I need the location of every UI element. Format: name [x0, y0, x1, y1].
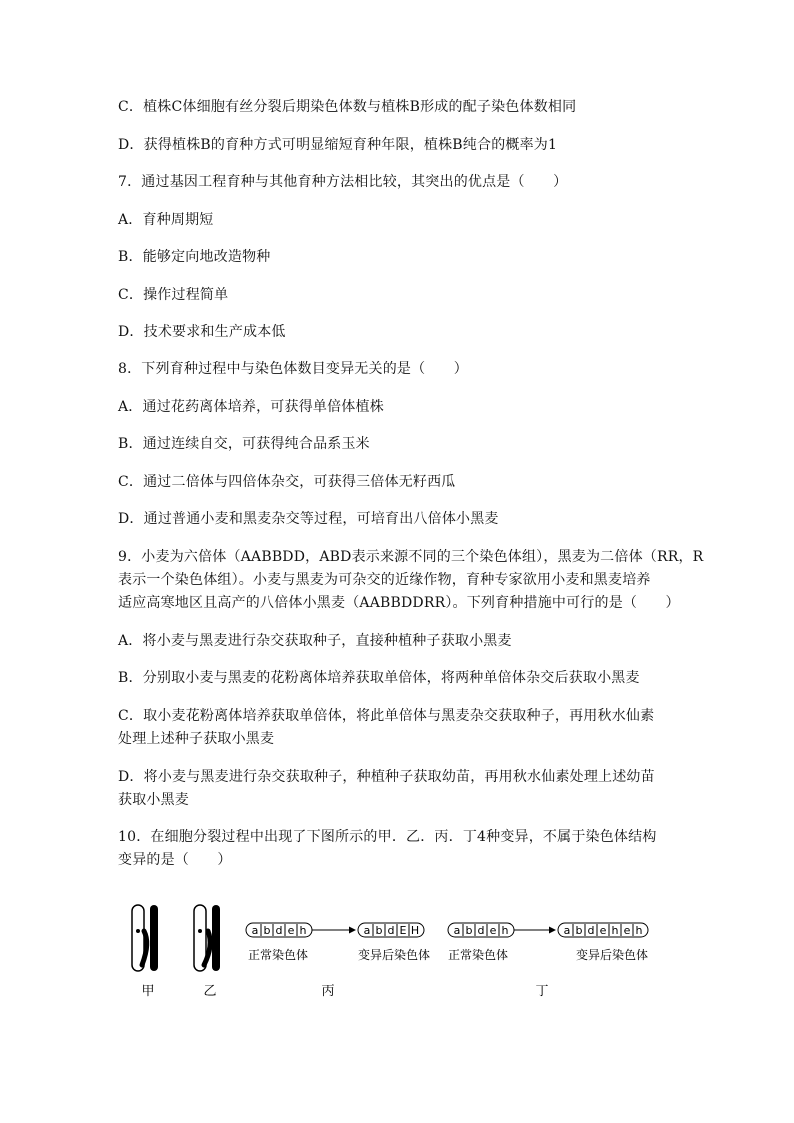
- bing-normal-caption: 正常染色体: [248, 948, 309, 962]
- ding-mutant-gene-label: e: [599, 924, 607, 937]
- bing-mutant-gene-label: a: [363, 924, 371, 937]
- ding-normal-gene-label: h: [501, 924, 509, 937]
- question-10-line1: 10．在细胞分裂过程中出现了下图所示的甲．乙．丙．丁4种变异，不属于染色体结构: [118, 829, 657, 845]
- ding-mutant-gene-label: h: [635, 924, 643, 937]
- option-9d-line2: 获取小黑麦: [118, 792, 189, 808]
- ding-normal-gene-label: b: [465, 924, 473, 937]
- bing-mutant-gene-label: H: [410, 924, 420, 937]
- bing-mutant-caption: 变异后染色体: [358, 948, 431, 962]
- chromosome-variation-figure: [118, 895, 678, 1005]
- ding-mutant-gene-label: e: [623, 924, 631, 937]
- ding-mutant-gene-label: d: [587, 924, 595, 937]
- option-6c: C．植株C体细胞有丝分裂后期染色体数与植株B形成的配子染色体数相同: [118, 99, 577, 115]
- label-jia: 甲: [141, 984, 155, 999]
- jia-chromosome-black: [150, 905, 158, 971]
- bing-mutant-gene-label: b: [375, 924, 383, 937]
- ding-normal-gene-label: d: [477, 924, 485, 937]
- question-9-line2: 表示一个染色体组）。小麦与黑麦为可杂交的近缘作物，育种专家欲用小麦和黑麦培养: [118, 572, 651, 588]
- diagram-yi: [194, 905, 220, 971]
- ding-normal-gene-label: a: [453, 924, 461, 937]
- label-bing: 丙: [321, 984, 335, 999]
- diagram-ding: [448, 923, 648, 937]
- question-10-line2: 变异的是（ ）: [118, 852, 232, 868]
- option-9c-line1: C．取小麦花粉离体培养获取单倍体，将此单倍体与黑麦杂交获取种子，再用秋水仙素: [118, 708, 655, 724]
- figure-svg: [118, 895, 678, 1005]
- ding-mutant-caption: 变异后染色体: [576, 948, 649, 962]
- yi-chromosome-black: [212, 905, 220, 971]
- yi-centromere: [198, 929, 202, 933]
- option-7b: B．能够定向地改造物种: [118, 249, 271, 265]
- bing-normal-gene-label: d: [275, 924, 283, 937]
- bing-arrow-head: [349, 927, 356, 934]
- ding-normal-caption: 正常染色体: [448, 948, 509, 962]
- label-yi: 乙: [203, 984, 217, 999]
- ding-mutant-gene-label: b: [575, 924, 583, 937]
- diagram-jia: [132, 905, 158, 971]
- bing-normal-gene-label: b: [263, 924, 271, 937]
- question-7: 7．通过基因工程育种与其他育种方法相比较，其突出的优点是（ ）: [118, 174, 568, 190]
- bing-normal-gene-label: e: [287, 924, 295, 937]
- question-9-line3: 适应高寒地区且高产的八倍体小黑麦（AABBDDRR）。下列育种措施中可行的是（ ）: [118, 595, 680, 611]
- bing-normal-gene-label: h: [299, 924, 307, 937]
- ding-normal-gene-label: e: [489, 924, 497, 937]
- option-8a: A．通过花药离体培养，可获得单倍体植株: [118, 399, 384, 415]
- diagram-bing: [246, 923, 424, 937]
- label-ding: 丁: [535, 984, 549, 999]
- option-9c-line2: 处理上述种子获取小黑麦: [118, 731, 275, 747]
- option-7a: A．育种周期短: [118, 212, 214, 228]
- option-6d: D．获得植株B的育种方式可明显缩短育种年限，植株B纯合的概率为1: [118, 137, 558, 153]
- option-7d: D．技术要求和生产成本低: [118, 324, 286, 340]
- option-9b: B．分别取小麦与黑麦的花粉离体培养获取单倍体，将两种单倍体杂交后获取小黑麦: [118, 670, 640, 686]
- option-8c: C．通过二倍体与四倍体杂交，可获得三倍体无籽西瓜: [118, 474, 456, 490]
- option-8d: D．通过普通小麦和黑麦杂交等过程，可培育出八倍体小黑麦: [118, 511, 499, 527]
- option-9a: A．将小麦与黑麦进行杂交获取种子，直接种植种子获取小黑麦: [118, 633, 512, 649]
- ding-mutant-gene-label: a: [563, 924, 571, 937]
- option-9d-line1: D．将小麦与黑麦进行杂交获取种子，种植种子获取幼苗，再用秋水仙素处理上述幼苗: [118, 769, 655, 785]
- ding-mutant-gene-label: h: [611, 924, 619, 937]
- ding-arrow-head: [549, 927, 556, 934]
- option-7c: C．操作过程简单: [118, 287, 229, 303]
- option-8b: B．通过连续自交，可获得纯合品系玉米: [118, 436, 370, 452]
- jia-centromere: [136, 929, 140, 933]
- question-9-line1: 9．小麦为六倍体（AABBDD，ABD表示来源不同的三个染色体组），黑麦为二倍体（RR，R: [118, 549, 704, 565]
- bing-mutant-gene-label: d: [387, 924, 395, 937]
- bing-normal-gene-label: a: [251, 924, 259, 937]
- bing-mutant-gene-label: E: [399, 924, 407, 937]
- question-8: 8．下列育种过程中与染色体数目变异无关的是（ ）: [118, 361, 468, 377]
